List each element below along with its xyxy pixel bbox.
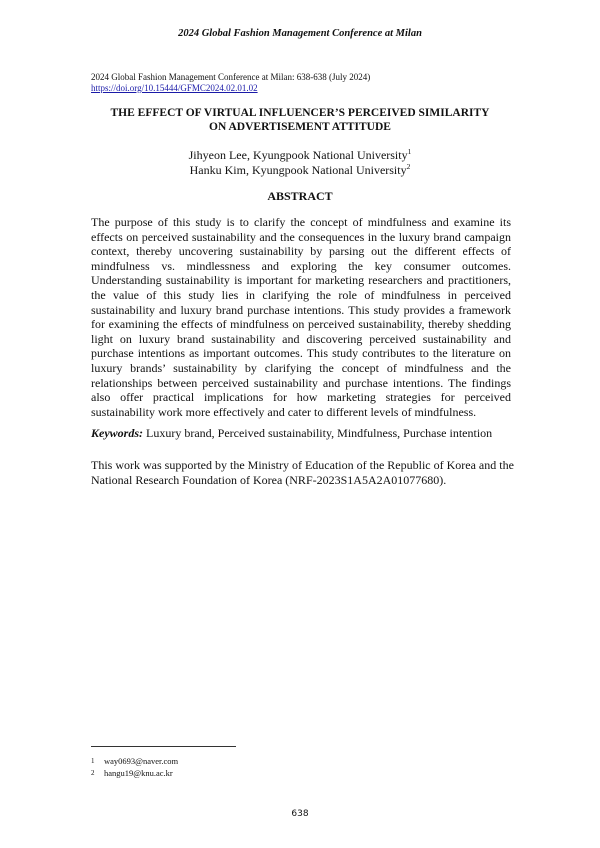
abstract-heading: ABSTRACT	[267, 189, 333, 203]
footnote-1	[91, 755, 178, 767]
author-list	[0, 148, 600, 178]
footnote-2	[91, 767, 178, 779]
running-head: 2024 Global Fashion Management Conference at Milan	[178, 28, 422, 39]
author-1	[0, 148, 600, 163]
citation-line: 2024 Global Fashion Management Conference at Milan: 638-638 (July 2024)	[91, 72, 371, 82]
author-1-footnote-mark: 1	[407, 147, 412, 156]
footnote-1-number: 1	[91, 757, 95, 765]
doi-link[interactable]: https://doi.org/10.15444/GFMC2024.02.01.02	[91, 83, 258, 93]
footnote-2-number: 2	[91, 769, 95, 777]
paper-title	[0, 106, 600, 134]
keywords-label: Keywords:	[91, 426, 143, 440]
citation-block	[91, 72, 370, 94]
page-number: 638	[291, 809, 309, 819]
title-line-1: THE EFFECT OF VIRTUAL INFLUENCER’S PERCEIVED SIMILARITY	[110, 107, 490, 119]
footnote-1-text: way0693@naver.com	[104, 756, 179, 766]
author-2	[0, 163, 600, 178]
abstract-body: The purpose of this study is to clarify the concept of mindfulness and examine its effects on perceived sustainability and the consequences in the luxury brand campaign context, thereby uncovering sustainability by parsing out the different effects of mindfulness vs. mindlessness and exploring the key consumer outcomes. Understanding sustainability is important for marketing researchers and practitioners, the value of this study lies in clarifying the role of mindfulness in perceived sustainability and luxury brand purchase intentions. This study provides a framework for examining the effects of mindfulness on perceived sustainability, thereby shedding light on luxury brand sustainability and discovering perceived sustainability and purchase intentions as important outcomes. This study contributes to the literature on luxury brands’ sustainability by clarifying the concept of mindfulness and the relationships between perceived sustainability and purchase intentions. The findings also offer practical implications for how marketing strategies for perceived sustainability work more effectively and cater to different levels of mindfulness.	[91, 215, 511, 419]
title-line-2: ON ADVERTISEMENT ATTITUDE	[209, 121, 391, 133]
funding-acknowledgement: This work was supported by the Ministry of Education of the Republic of Korea and the National Research Foundation of Korea (NRF-2023S1A5A2A01077680).	[91, 458, 514, 487]
footnote-2-text: hangu19@knu.ac.kr	[104, 768, 173, 778]
keywords-text: Luxury brand, Perceived sustainability, Mindfulness, Purchase intention	[146, 426, 493, 440]
footnotes	[91, 755, 178, 779]
footnote-divider	[91, 746, 236, 747]
author-2-text: Hanku Kim, Kyungpook National University	[189, 163, 407, 177]
keywords-line	[91, 426, 511, 441]
author-1-text: Jihyeon Lee, Kyungpook National University	[188, 148, 408, 162]
author-2-footnote-mark: 2	[406, 162, 411, 171]
